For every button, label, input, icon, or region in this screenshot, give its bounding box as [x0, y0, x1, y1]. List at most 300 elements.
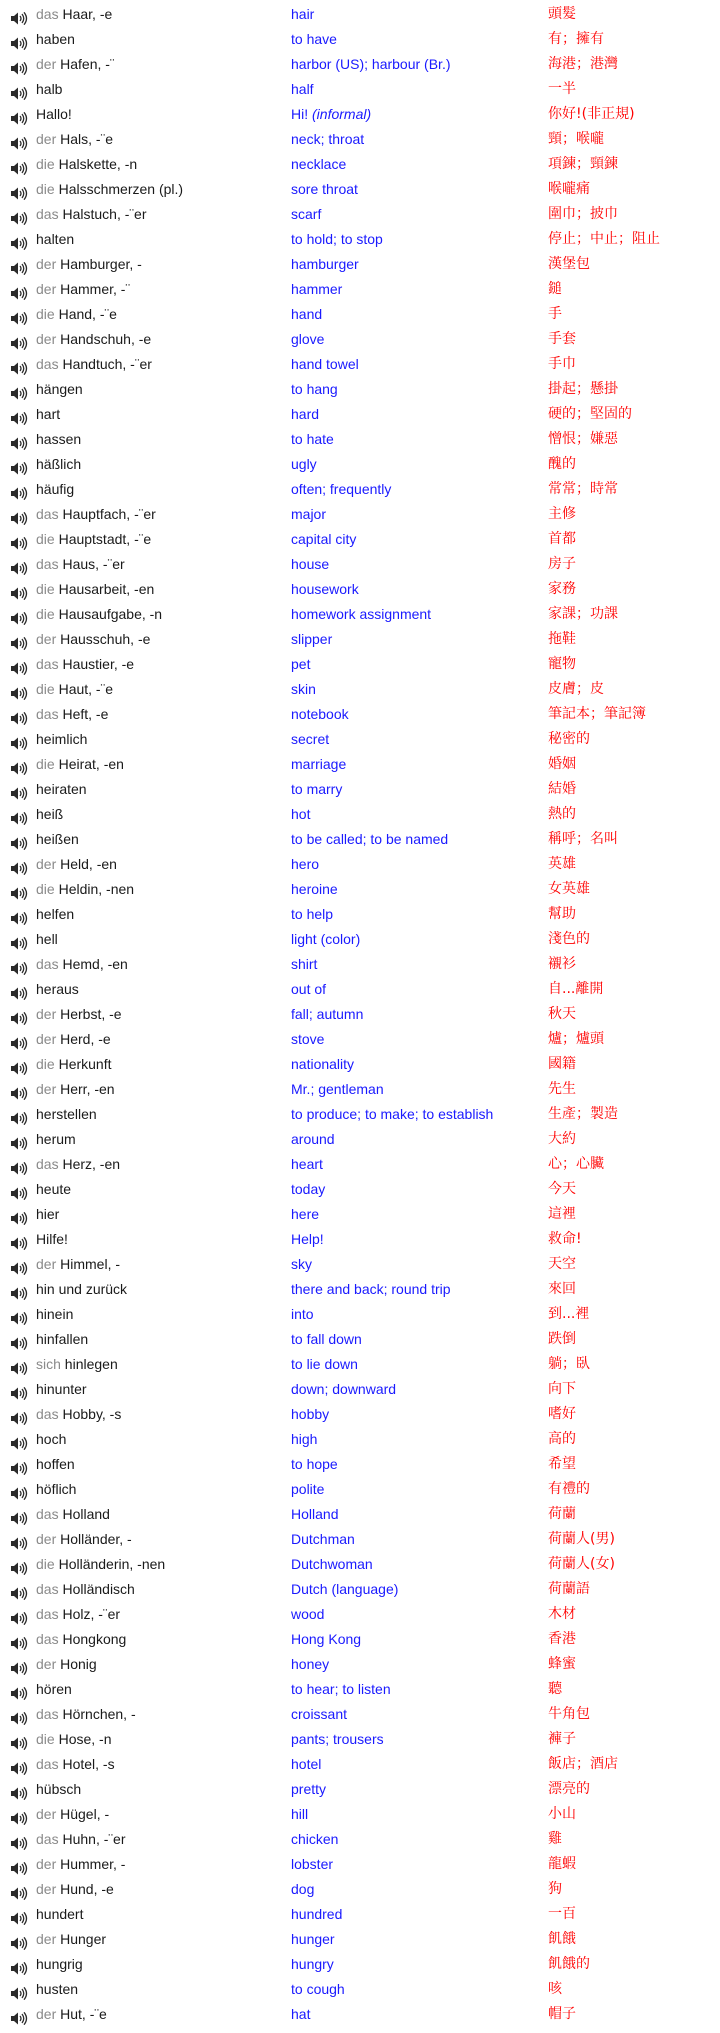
english-translation: harbor (US); harbour (Br.) [291, 56, 451, 72]
speaker-icon[interactable] [11, 633, 30, 646]
english-translation: to fall down [291, 1331, 362, 1347]
german-cell [36, 1702, 136, 1727]
english-cell [291, 1627, 361, 1652]
english-cell [291, 127, 364, 152]
speaker-icon[interactable] [11, 1583, 30, 1596]
english-cell [291, 1677, 391, 1702]
german-word: Hotel, -s [62, 1756, 115, 1772]
vocab-row [0, 427, 720, 452]
english-translation: ugly [291, 456, 317, 472]
speaker-icon[interactable] [11, 1158, 30, 1171]
chinese-translation: 香港 [548, 1631, 576, 1647]
german-word: hoffen [36, 1456, 75, 1472]
chinese-translation: 婚姻 [548, 756, 576, 772]
german-cell [36, 427, 81, 452]
german-cell [36, 1402, 121, 1427]
english-translation: to hope [291, 1456, 338, 1472]
article: die [36, 181, 55, 197]
german-word: heimlich [36, 731, 88, 747]
german-word: Hausschuh, -e [60, 631, 151, 647]
vocab-row [0, 1202, 720, 1227]
chinese-translation: 有禮的 [548, 1481, 590, 1497]
vocab-row [0, 1402, 720, 1427]
chinese-translation: 皮膚；皮 [548, 681, 604, 697]
chinese-translation: 硬的；堅固的 [548, 406, 632, 422]
speaker-icon[interactable] [11, 808, 30, 821]
vocab-row [0, 1177, 720, 1202]
vocab-row [0, 1877, 720, 1902]
vocab-row [0, 77, 720, 102]
german-word: Held, -en [60, 856, 117, 872]
chinese-translation: 飢餓的 [548, 1956, 590, 1972]
article: das [36, 1506, 59, 1522]
speaker-icon[interactable] [11, 1958, 30, 1971]
english-cell [291, 827, 448, 852]
speaker-icon[interactable] [11, 1558, 30, 1571]
vocab-row [0, 452, 720, 477]
speaker-icon[interactable] [11, 1333, 30, 1346]
article: der [36, 1006, 57, 1022]
vocab-row [0, 1702, 720, 1727]
speaker-icon[interactable] [11, 183, 30, 196]
speaker-icon[interactable] [11, 1383, 30, 1396]
chinese-translation: 家務 [548, 581, 576, 597]
english-translation: hat [291, 2006, 311, 2022]
english-translation: to hold; to stop [291, 231, 383, 247]
english-translation: pretty [291, 1781, 327, 1797]
article: die [36, 1056, 55, 1072]
speaker-icon[interactable] [11, 608, 30, 621]
german-cell [36, 402, 60, 427]
english-translation: to cough [291, 1981, 345, 1997]
speaker-icon[interactable] [11, 1183, 30, 1196]
speaker-icon[interactable] [11, 158, 30, 171]
english-cell [291, 1977, 345, 2002]
german-word: hinlegen [64, 1356, 118, 1372]
english-cell [291, 1802, 308, 1827]
german-cell [36, 677, 113, 702]
english-translation: hungry [291, 1956, 334, 1972]
speaker-icon[interactable] [11, 283, 30, 296]
vocab-row [0, 177, 720, 202]
chinese-translation: 荷蘭人(男) [548, 1531, 615, 1547]
english-translation: slipper [291, 631, 333, 647]
vocab-row [0, 352, 720, 377]
speaker-icon[interactable] [11, 1533, 30, 1546]
speaker-icon[interactable] [11, 1483, 30, 1496]
speaker-icon[interactable] [11, 133, 30, 146]
speaker-icon[interactable] [11, 1508, 30, 1521]
chinese-translation: 天空 [548, 1256, 576, 1272]
speaker-icon[interactable] [11, 733, 30, 746]
english-cell [291, 627, 332, 652]
german-cell [36, 377, 83, 402]
chinese-translation: 主修 [548, 506, 576, 522]
german-word: Hammer, -¨ [60, 281, 131, 297]
speaker-icon[interactable] [11, 308, 30, 321]
english-translation: hand [291, 306, 323, 322]
german-cell [36, 1752, 115, 1777]
article: die [36, 581, 55, 597]
article: das [36, 506, 59, 522]
chinese-translation: 荷蘭 [548, 1506, 576, 1522]
vocab-row [0, 952, 720, 977]
german-word: halb [36, 81, 63, 97]
speaker-icon[interactable] [11, 583, 30, 596]
german-word: Holländer, - [60, 1531, 132, 1547]
speaker-icon[interactable] [11, 58, 30, 71]
speaker-icon[interactable] [11, 1633, 30, 1646]
german-word: Hamburger, - [60, 256, 142, 272]
chinese-translation: 希望 [548, 1456, 576, 1472]
english-translation: notebook [291, 706, 349, 722]
german-word: hoch [36, 1431, 67, 1447]
chinese-translation: 向下 [548, 1381, 576, 1397]
german-cell [36, 702, 108, 727]
speaker-icon[interactable] [11, 233, 30, 246]
article: die [36, 756, 55, 772]
chinese-translation: 先生 [548, 1081, 576, 1097]
speaker-icon[interactable] [11, 1033, 30, 1046]
chinese-translation: 一半 [548, 81, 576, 97]
vocab-row [0, 677, 720, 702]
speaker-icon[interactable] [11, 933, 30, 946]
speaker-icon[interactable] [11, 533, 30, 546]
speaker-icon[interactable] [11, 1008, 30, 1021]
vocab-row [0, 1602, 720, 1627]
german-cell [36, 852, 117, 877]
german-cell [36, 527, 151, 552]
speaker-icon[interactable] [11, 783, 30, 796]
vocab-row [0, 152, 720, 177]
english-translation: hobby [291, 1406, 330, 1422]
speaker-icon[interactable] [11, 1083, 30, 1096]
speaker-icon[interactable] [11, 433, 30, 446]
speaker-icon[interactable] [11, 1108, 30, 1121]
english-translation: to hang [291, 381, 338, 397]
english-cell [291, 1002, 363, 1027]
speaker-icon[interactable] [11, 758, 30, 771]
german-cell [36, 1277, 127, 1302]
speaker-icon[interactable] [11, 683, 30, 696]
german-cell [36, 152, 137, 177]
german-cell [36, 1502, 110, 1527]
vocab-row [0, 802, 720, 827]
article: das [36, 1581, 59, 1597]
vocab-row [0, 1227, 720, 1252]
vocab-row [0, 527, 720, 552]
german-cell [36, 1552, 165, 1577]
english-cell [291, 477, 391, 502]
vocab-row [0, 1902, 720, 1927]
german-cell [36, 577, 154, 602]
vocab-row [0, 1377, 720, 1402]
chinese-translation: 雞 [548, 1831, 562, 1847]
english-cell [291, 1077, 384, 1102]
german-cell [36, 1077, 115, 1102]
chinese-translation: 秋天 [548, 1006, 576, 1022]
chinese-translation: 蜂蜜 [548, 1656, 576, 1672]
speaker-icon[interactable] [11, 1233, 30, 1246]
speaker-icon[interactable] [11, 383, 30, 396]
chinese-translation: 漢堡包 [548, 256, 590, 272]
speaker-icon[interactable] [11, 1758, 30, 1771]
chinese-translation: 今天 [548, 1181, 576, 1197]
speaker-icon[interactable] [11, 208, 30, 221]
speaker-icon[interactable] [11, 883, 30, 896]
vocab-row [0, 1677, 720, 1702]
speaker-icon[interactable] [11, 258, 30, 271]
german-word: Hauptstadt, -¨e [58, 531, 152, 547]
speaker-icon[interactable] [11, 83, 30, 96]
german-cell [36, 1377, 87, 1402]
speaker-icon[interactable] [11, 1858, 30, 1871]
english-cell [291, 1652, 329, 1677]
speaker-icon[interactable] [11, 1658, 30, 1671]
chinese-translation: 首都 [548, 531, 576, 547]
speaker-icon[interactable] [11, 1683, 30, 1696]
german-word: Halstuch, -¨er [62, 206, 147, 222]
english-translation: to have [291, 31, 337, 47]
english-cell [291, 1852, 333, 1877]
article: der [36, 1656, 57, 1672]
english-cell [291, 577, 359, 602]
speaker-icon[interactable] [11, 2008, 30, 2021]
vocab-row [0, 1427, 720, 1452]
german-word: hell [36, 931, 58, 947]
chinese-translation: 筆記本；筆記簿 [548, 706, 646, 722]
english-translation: there and back; round trip [291, 1281, 451, 1297]
chinese-translation: 到...裡 [548, 1306, 590, 1322]
english-cell [291, 1577, 398, 1602]
english-translation: housework [291, 581, 359, 597]
speaker-icon[interactable] [11, 1808, 30, 1821]
german-cell [36, 452, 81, 477]
speaker-icon[interactable] [11, 33, 30, 46]
german-word: Hand, -¨e [58, 306, 117, 322]
article: die [36, 1556, 55, 1572]
speaker-icon[interactable] [11, 8, 30, 21]
chinese-translation: 停止；中止；阻止 [548, 231, 660, 247]
german-cell [36, 477, 74, 502]
article: der [36, 856, 57, 872]
speaker-icon[interactable] [11, 1133, 30, 1146]
english-translation: Dutch (language) [291, 1581, 399, 1597]
german-cell [36, 602, 162, 627]
german-word: Holz, -¨er [62, 1606, 121, 1622]
chinese-translation: 家課；功課 [548, 606, 618, 622]
article: der [36, 1531, 57, 1547]
chinese-translation: 褲子 [548, 1731, 576, 1747]
speaker-icon[interactable] [11, 333, 30, 346]
vocab-row [0, 1502, 720, 1527]
speaker-icon[interactable] [11, 1908, 30, 1921]
german-word: Heft, -e [62, 706, 109, 722]
vocab-row [0, 302, 720, 327]
speaker-icon[interactable] [11, 1458, 30, 1471]
english-cell [291, 402, 319, 427]
speaker-icon[interactable] [11, 658, 30, 671]
german-word: hier [36, 1206, 60, 1222]
english-translation: capital city [291, 531, 357, 547]
german-cell [36, 1627, 126, 1652]
english-translation: Hong Kong [291, 1631, 362, 1647]
chinese-translation: 掛起；懸掛 [548, 381, 618, 397]
article: das [36, 1831, 59, 1847]
speaker-icon[interactable] [11, 958, 30, 971]
english-cell [291, 802, 310, 827]
german-cell [36, 977, 79, 1002]
german-cell [36, 1827, 126, 1852]
speaker-icon[interactable] [11, 833, 30, 846]
article: das [36, 1156, 59, 1172]
speaker-icon[interactable] [11, 1308, 30, 1321]
german-word: Herz, -en [62, 1156, 121, 1172]
vocab-row [0, 852, 720, 877]
article: die [36, 1731, 55, 1747]
speaker-icon[interactable] [11, 1833, 30, 1846]
german-word: Hilfe! [36, 1231, 68, 1247]
english-translation: hill [291, 1806, 309, 1822]
german-cell [36, 1902, 83, 1927]
speaker-icon[interactable] [11, 458, 30, 471]
vocab-row [0, 127, 720, 152]
speaker-icon[interactable] [11, 708, 30, 721]
german-word: hassen [36, 431, 82, 447]
english-translation: homework assignment [291, 606, 432, 622]
english-cell [291, 1552, 373, 1577]
vocab-row [0, 502, 720, 527]
german-word: hinfallen [36, 1331, 89, 1347]
speaker-icon[interactable] [11, 1883, 30, 1896]
german-word: Haustier, -e [62, 656, 135, 672]
vocab-row [0, 1727, 720, 1752]
english-translation: honey [291, 1656, 330, 1672]
article: das [36, 1406, 59, 1422]
german-word: Hund, -e [60, 1881, 114, 1897]
article: der [36, 1881, 57, 1897]
german-cell [36, 177, 183, 202]
german-word: Heldin, -nen [58, 881, 135, 897]
article: der [36, 2006, 57, 2022]
vocab-row [0, 1627, 720, 1652]
chinese-translation: 心；心臟 [548, 1156, 604, 1172]
speaker-icon[interactable] [11, 1358, 30, 1371]
speaker-icon[interactable] [11, 983, 30, 996]
english-translation: nationality [291, 1056, 355, 1072]
chinese-translation: 拖鞋 [548, 631, 576, 647]
vocab-row [0, 877, 720, 902]
speaker-icon[interactable] [11, 408, 30, 421]
speaker-icon[interactable] [11, 858, 30, 871]
german-cell [36, 2002, 107, 2027]
english-cell [291, 1152, 323, 1177]
german-cell [36, 1177, 71, 1202]
chinese-translation: 常常；時常 [548, 481, 618, 497]
chinese-translation: 這裡 [548, 1206, 576, 1222]
vocab-row [0, 1852, 720, 1877]
vocab-row [0, 327, 720, 352]
german-word: hören [36, 1681, 72, 1697]
speaker-icon[interactable] [11, 1058, 30, 1071]
chinese-translation: 醜的 [548, 456, 576, 472]
speaker-icon[interactable] [11, 1283, 30, 1296]
english-translation: Dutchman [291, 1531, 355, 1547]
english-cell [291, 527, 356, 552]
speaker-icon[interactable] [11, 1258, 30, 1271]
article: das [36, 1606, 59, 1622]
speaker-icon[interactable] [11, 1983, 30, 1996]
german-cell [36, 627, 150, 652]
german-word: Hemd, -en [62, 956, 128, 972]
chinese-translation: 牛角包 [548, 1706, 590, 1722]
speaker-icon[interactable] [11, 1733, 30, 1746]
german-cell [36, 1302, 73, 1327]
english-cell [291, 1952, 334, 1977]
german-word: hinein [36, 1306, 74, 1322]
speaker-icon[interactable] [11, 508, 30, 521]
english-cell [291, 727, 329, 752]
vocab-row [0, 2002, 720, 2027]
vocab-row [0, 602, 720, 627]
german-cell [36, 1002, 122, 1027]
german-cell [36, 1252, 120, 1277]
english-translation: shirt [291, 956, 318, 972]
german-cell [36, 227, 74, 252]
speaker-icon[interactable] [11, 1408, 30, 1421]
english-note: (informal) [312, 106, 372, 122]
speaker-icon[interactable] [11, 358, 30, 371]
german-cell [36, 1777, 81, 1802]
speaker-icon[interactable] [11, 483, 30, 496]
english-cell [291, 1227, 324, 1252]
speaker-icon[interactable] [11, 908, 30, 921]
article: der [36, 131, 57, 147]
english-translation: out of [291, 981, 327, 997]
speaker-icon[interactable] [11, 108, 30, 121]
english-cell [291, 502, 326, 527]
chinese-translation: 荷蘭人(女) [548, 1556, 615, 1572]
english-translation: sore throat [291, 181, 358, 197]
article: das [36, 6, 59, 22]
speaker-icon[interactable] [11, 1208, 30, 1221]
speaker-icon[interactable] [11, 1783, 30, 1796]
vocab-row [0, 202, 720, 227]
english-cell [291, 1302, 314, 1327]
english-translation: hair [291, 6, 315, 22]
vocab-row [0, 702, 720, 727]
english-cell [291, 902, 333, 927]
article: der [36, 1856, 57, 1872]
speaker-icon[interactable] [11, 1608, 30, 1621]
german-cell [36, 27, 75, 52]
english-cell [291, 852, 319, 877]
speaker-icon[interactable] [11, 1708, 30, 1721]
english-cell [291, 252, 359, 277]
german-cell [36, 502, 156, 527]
speaker-icon[interactable] [11, 1433, 30, 1446]
german-word: Hausaufgabe, -n [58, 606, 163, 622]
german-cell [36, 652, 134, 677]
chinese-translation: 結婚 [548, 781, 576, 797]
chinese-translation: 帽子 [548, 2006, 576, 2022]
german-cell [36, 727, 87, 752]
english-cell [291, 52, 451, 77]
german-word: Holland [62, 1506, 110, 1522]
vocab-row [0, 1152, 720, 1177]
speaker-icon[interactable] [11, 558, 30, 571]
speaker-icon[interactable] [11, 1933, 30, 1946]
